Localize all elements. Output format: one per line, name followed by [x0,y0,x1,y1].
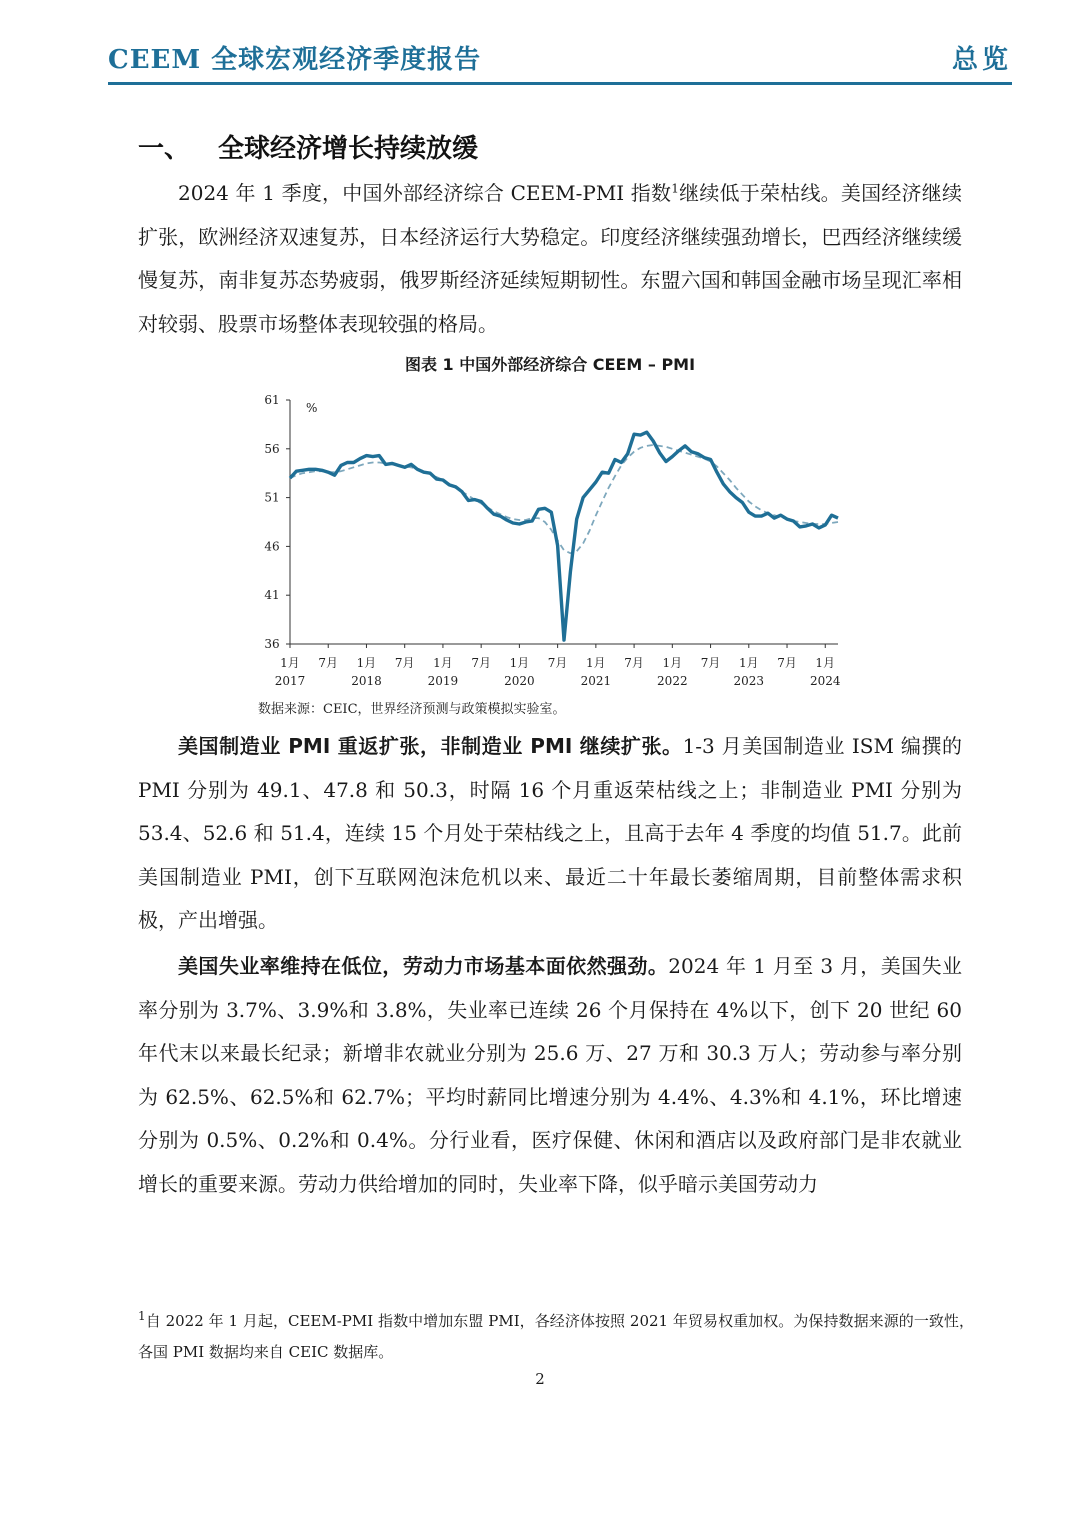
section-heading-number: 一、 [138,134,191,164]
footnote-text: 自 2022 年 1 月起，CEEM-PMI 指数中增加东盟 PMI，各经济体按照 2021 年贸易权重加权。为保持数据来源的一致性，各国 PMI 数据均来自 CEIC 数据库。 [138,1312,974,1361]
section-heading [138,128,478,165]
y-axis-unit-label: % [306,401,318,415]
page-number: 2 [535,1370,545,1388]
x-tick-month-label: 7月 [547,656,568,670]
labor-body-text: 2024 年 1 月至 3 月，美国失业率分别为 3.7%、3.9%和 3.8%，失业率已连续 26 个月保持在 4%以下，创下 20 世纪 60 年代末以来最长纪录；新增非农就业分别为 25.6 万、27 万和 30.3 万人；劳动参与率分别为 62.5%、62.5%和 62.7%；平均时薪同比增速分别为 4.4%、4.3%和 4.1%，环比增速分别为 0.5%、0.2%和 0.4%。分行业看，医疗保健、休闲和酒店以及政府部门是非农就业增长的重要来源。劳动力供给增加的同时，失业率下降，似乎暗示美国劳动力 [138,954,963,1196]
x-tick-month-label: 7月 [624,656,644,670]
report-title: CEEM 全球宏观经济季度报告 [108,45,482,75]
x-tick-year-label: 2019 [427,674,459,688]
labor-paragraph [138,945,962,1206]
x-tick-month-label: 7月 [318,656,339,670]
y-tick-label: 36 [264,637,280,651]
x-tick-month-label: 1月 [356,656,377,670]
footnote [138,1306,974,1368]
x-tick-year-label: 2021 [580,674,612,688]
page-header [108,42,1012,85]
intro-paragraph [138,172,962,346]
x-tick-month-label: 7月 [471,656,491,670]
x-tick-year-label: 2018 [351,674,382,688]
pmi-body-text: 1-3 月美国制造业 ISM 编撰的 PMI 分别为 49.1、47.8 和 50.3，时隔 16 个月重返荣枯线之上；非制造业 PMI 分别为 53.4、52.6 和 51.4，连续 15 个月处于荣枯线之上，且高于去年 4 季度的均值 51.7。此前美国制造业 PMI，创下互联网泡沫危机以来、最近二十年最长萎缩周期，目前整体需求积极，产出增强。 [138,734,962,932]
y-tick-label: 61 [264,393,280,407]
x-tick-year-label: 2020 [504,674,535,688]
x-tick-month-label: 1月 [662,656,683,670]
y-tick-label: 46 [264,539,280,554]
x-tick-year-label: 2024 [809,674,841,688]
x-tick-month-label: 1月 [586,656,606,670]
x-tick-month-label: 1月 [433,656,453,670]
x-tick-year-label: 2017 [274,674,306,688]
intro-text-b: 继续低于荣枯线。美国经济继续扩张，欧洲经济双速复苏，日本经济运行大势稳定。印度经济继续强劲增长，巴西经济继续缓慢复苏，南非复苏态势疲弱，俄罗斯经济延续短期韧性。东盟六国和韩国金融市场呈现汇率相对较弱、股票市场整体表现较强的格局。 [138,181,963,336]
footnote-mark: 1 [138,1309,146,1323]
figure-title: 图表 1 中国外部经济综合 CEEM – PMI [404,355,696,374]
x-tick-month-label: 1月 [815,656,836,670]
pmi-lead-sentence: 美国制造业 PMI 重返扩张，非制造业 PMI 继续扩张。 [178,734,683,758]
x-tick-month-label: 1月 [738,656,759,670]
x-tick-month-label: 1月 [280,656,300,670]
section-heading-text: 全球经济增长持续放缓 [218,134,479,164]
pmi-line-chart [248,386,848,691]
x-tick-year-label: 2022 [657,674,688,688]
x-tick-month-label: 7月 [394,656,415,670]
section-label: 总览 [951,45,1012,75]
y-tick-label: 56 [264,441,280,456]
x-tick-month-label: 7月 [700,656,721,670]
footnote-ref[interactable]: 1 [671,181,679,196]
intro-text-a: 2024 年 1 季度，中国外部经济综合 CEEM-PMI 指数 [178,181,672,205]
labor-lead-sentence: 美国失业率维持在低位，劳动力市场基本面依然强劲。 [178,954,669,978]
pmi-paragraph [138,725,962,943]
x-tick-month-label: 1月 [509,656,530,670]
trend-series-line [290,445,838,553]
x-tick-year-label: 2023 [733,674,765,688]
figure-source: 数据来源：CEIC，世界经济预测与政策模拟实验室。 [258,702,566,717]
y-tick-label: 41 [264,588,280,603]
x-tick-month-label: 7月 [777,656,797,670]
y-tick-label: 51 [264,490,280,505]
